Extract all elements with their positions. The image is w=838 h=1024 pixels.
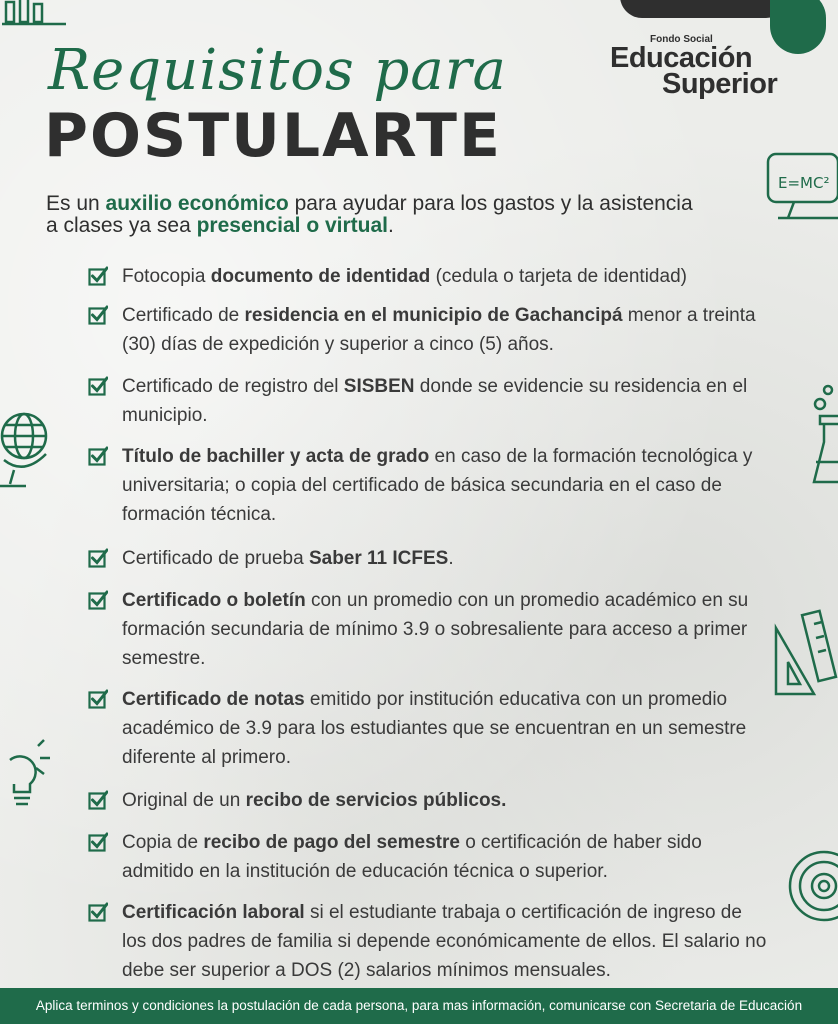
requirement-text	[122, 590, 748, 669]
gear-icon	[784, 848, 838, 924]
requirement-text	[122, 305, 756, 355]
requirement-segment: SISBEN	[343, 376, 415, 397]
requirement-item	[88, 301, 768, 359]
requirement-segment: Fotocopia	[122, 266, 211, 287]
intro-segment: .	[388, 214, 394, 237]
bar-chart-icon	[0, 0, 70, 28]
requirement-segment: emitido por institución educativa con un promedio académico de 3.9 para los estudiantes que se encuentran en un semestre diferente al primero.	[122, 689, 747, 768]
requirement-segment: Certificado de prueba	[122, 548, 309, 569]
intro-segment: para ayudar para los gastos y la asistencia a clases ya sea	[46, 192, 693, 237]
requirement-item	[88, 898, 768, 985]
requirement-segment: Certificación laboral	[122, 902, 305, 923]
requirement-item	[88, 586, 768, 673]
requirement-segment: documento de identidad	[210, 266, 431, 287]
checkbox-checked-icon	[88, 790, 108, 810]
intro-paragraph	[46, 193, 706, 237]
checkbox-checked-icon	[88, 446, 108, 466]
requirement-segment: Original de un	[122, 790, 246, 811]
requirement-segment: Certificado de registro del	[122, 376, 344, 397]
requirement-segment: recibo de pago del semestre	[203, 832, 460, 853]
checkbox-checked-icon	[88, 376, 108, 396]
requirement-segment: Certificado de notas	[122, 689, 305, 710]
requirement-segment: o certificación de haber sido admitido en la institución de educación técnica o superior.	[122, 832, 702, 882]
checkbox-checked-icon	[88, 590, 108, 610]
ruler-triangle-icon	[770, 604, 838, 698]
requirement-text	[122, 376, 747, 426]
requirement-text	[122, 790, 506, 811]
checkbox-checked-icon	[88, 548, 108, 568]
requirement-text	[122, 832, 702, 882]
checkbox-checked-icon	[88, 902, 108, 922]
requirement-item	[88, 544, 768, 573]
requirement-item	[88, 262, 768, 291]
requirement-segment: Saber 11 ICFES	[308, 548, 449, 569]
requirement-segment: Certificado de	[122, 305, 245, 326]
requirement-text	[122, 446, 752, 525]
requirement-item	[88, 828, 768, 886]
formula-screen-icon	[764, 148, 838, 230]
requirement-text	[122, 266, 687, 287]
requirement-segment: Certificado o boletín	[122, 590, 306, 611]
checkbox-checked-icon	[88, 832, 108, 852]
requirement-text	[122, 902, 766, 981]
requirement-segment: Copia de	[122, 832, 204, 853]
formula-text: E=MC²	[778, 174, 830, 192]
page-title: POSTULARTE	[44, 101, 502, 171]
requirement-segment: recibo de servicios públicos.	[245, 790, 507, 811]
requirements-list	[88, 262, 768, 985]
requirement-segment: si el estudiante trabaja o certificación de ingreso de los dos padres de familia si depende económicamente de ellos. El salario no debe ser superior a DOS (2) salarios mínimos mensuales.	[122, 902, 767, 981]
flask-icon	[806, 382, 838, 492]
title-script: Requisitos para	[48, 38, 507, 103]
requirement-item	[88, 372, 768, 430]
logo	[610, 34, 806, 100]
logo-line-2: Superior	[662, 68, 778, 100]
logo-top-text: Fondo Social	[650, 34, 713, 45]
requirement-text	[122, 548, 454, 569]
requirement-item	[88, 786, 768, 815]
requirement-segment: donde se evidencie su residencia en el municipio.	[122, 376, 748, 426]
requirement-segment: residencia en el municipio de Gachancipá	[244, 305, 623, 326]
requirement-segment: con un promedio con un promedio académico en su formación secundaria de mínimo 3.9 o sobresaliente para acceso a primer semestre.	[122, 590, 749, 669]
lightbulb-icon	[0, 738, 52, 812]
requirement-segment: en caso de la formación tecnológica y universitaria; o copia del certificado de básica secundaria en el caso de formación técnica.	[122, 446, 753, 525]
globe-icon	[0, 404, 52, 492]
logo-line-1: Educación	[610, 42, 753, 74]
requirement-segment: .	[448, 548, 454, 569]
requirement-segment: (cedula o tarjeta de identidad)	[430, 266, 687, 287]
intro-segment: presencial o virtual	[196, 214, 389, 237]
checkbox-checked-icon	[88, 266, 108, 286]
requirement-segment: Título de bachiller y acta de grado	[122, 446, 430, 467]
intro-segment: auxilio económico	[105, 192, 289, 215]
requirement-segment: menor a treinta (30) días de expedición y superior a cinco (5) años.	[122, 305, 756, 355]
requirement-item	[88, 685, 768, 772]
footer-disclaimer: Aplica terminos y condiciones la postulación de cada persona, para mas información, comunicarse con Secretaria de Educación	[0, 988, 838, 1024]
checkbox-checked-icon	[88, 689, 108, 709]
requirement-text	[122, 689, 746, 768]
intro-segment: Es un	[46, 192, 106, 215]
checkbox-checked-icon	[88, 305, 108, 325]
top-decoration-pill	[620, 0, 788, 18]
requirement-item	[88, 442, 768, 529]
